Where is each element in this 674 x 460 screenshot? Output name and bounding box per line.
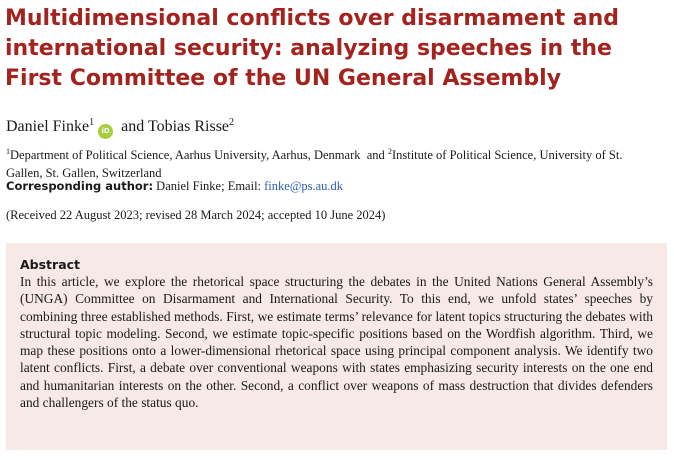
author-name[interactable]: Tobias Risse	[147, 118, 230, 135]
orcid-icon[interactable]: iD	[98, 124, 113, 139]
author-name[interactable]: Daniel Finke	[6, 118, 90, 135]
received-dates: (Received 22 August 2023; revised 28 March 2024; accepted 10 June 2024)	[6, 208, 386, 222]
affiliation-2: Institute of Political Science, University of St. Gallen, St. Gallen, Switzerland	[6, 148, 623, 180]
affiliation-1: Department of Political Science, Aarhus University, Aarhus, Denmark	[10, 148, 361, 162]
author-line	[6, 113, 234, 139]
corresponding-name: Daniel Finke;	[156, 179, 225, 193]
abstract-text: In this article, we explore the rhetorical space structuring the debates in the United Nations General Assembly’s (UNGA) Committee on Disarmament and International Security. To this end, we unfold states’ speeches by combining three established methods. First, we estimate terms’ relevance for latent topics structuring the debates with structural topic modeling. Second, we estimate topic-specific positions based on the Wordfish algorithm. Third, we map these positions onto a lower-dimensional rhetorical space using principal component analysis. We identify two latent conflicts. First, a debate over conventional weapons with states emphasizing security interests on the one end and humanitarian interests on the other. Second, a conflict over weapons of mass destruction that divides defenders and challengers of the status quo.	[20, 274, 653, 411]
abstract-heading: Abstract	[20, 257, 81, 272]
corresponding-author	[6, 177, 343, 195]
affiliation-marker: 2	[387, 147, 392, 156]
affiliation-marker: 1	[89, 117, 95, 128]
affiliation-marker: 2	[229, 117, 235, 128]
article-title: Multidimensional conflicts over disarmament and international security: analyzing speeches in the First Committee of the UN General Assembly	[5, 6, 620, 91]
affiliations: $^1$Department of Political Science, Aarhus University, Aarhus, Denmark and $^2$Institute of Political Science, University of St. Gallen, St. Gallen, Switzerland	[6, 147, 623, 180]
email-link[interactable]: finke@ps.au.dk	[264, 179, 343, 193]
author-connector: and	[121, 118, 145, 135]
corresponding-label: Corresponding author:	[6, 179, 154, 193]
abstract-box	[6, 243, 667, 450]
email-label: Email:	[227, 179, 262, 193]
affiliation-marker: 1	[6, 147, 10, 156]
